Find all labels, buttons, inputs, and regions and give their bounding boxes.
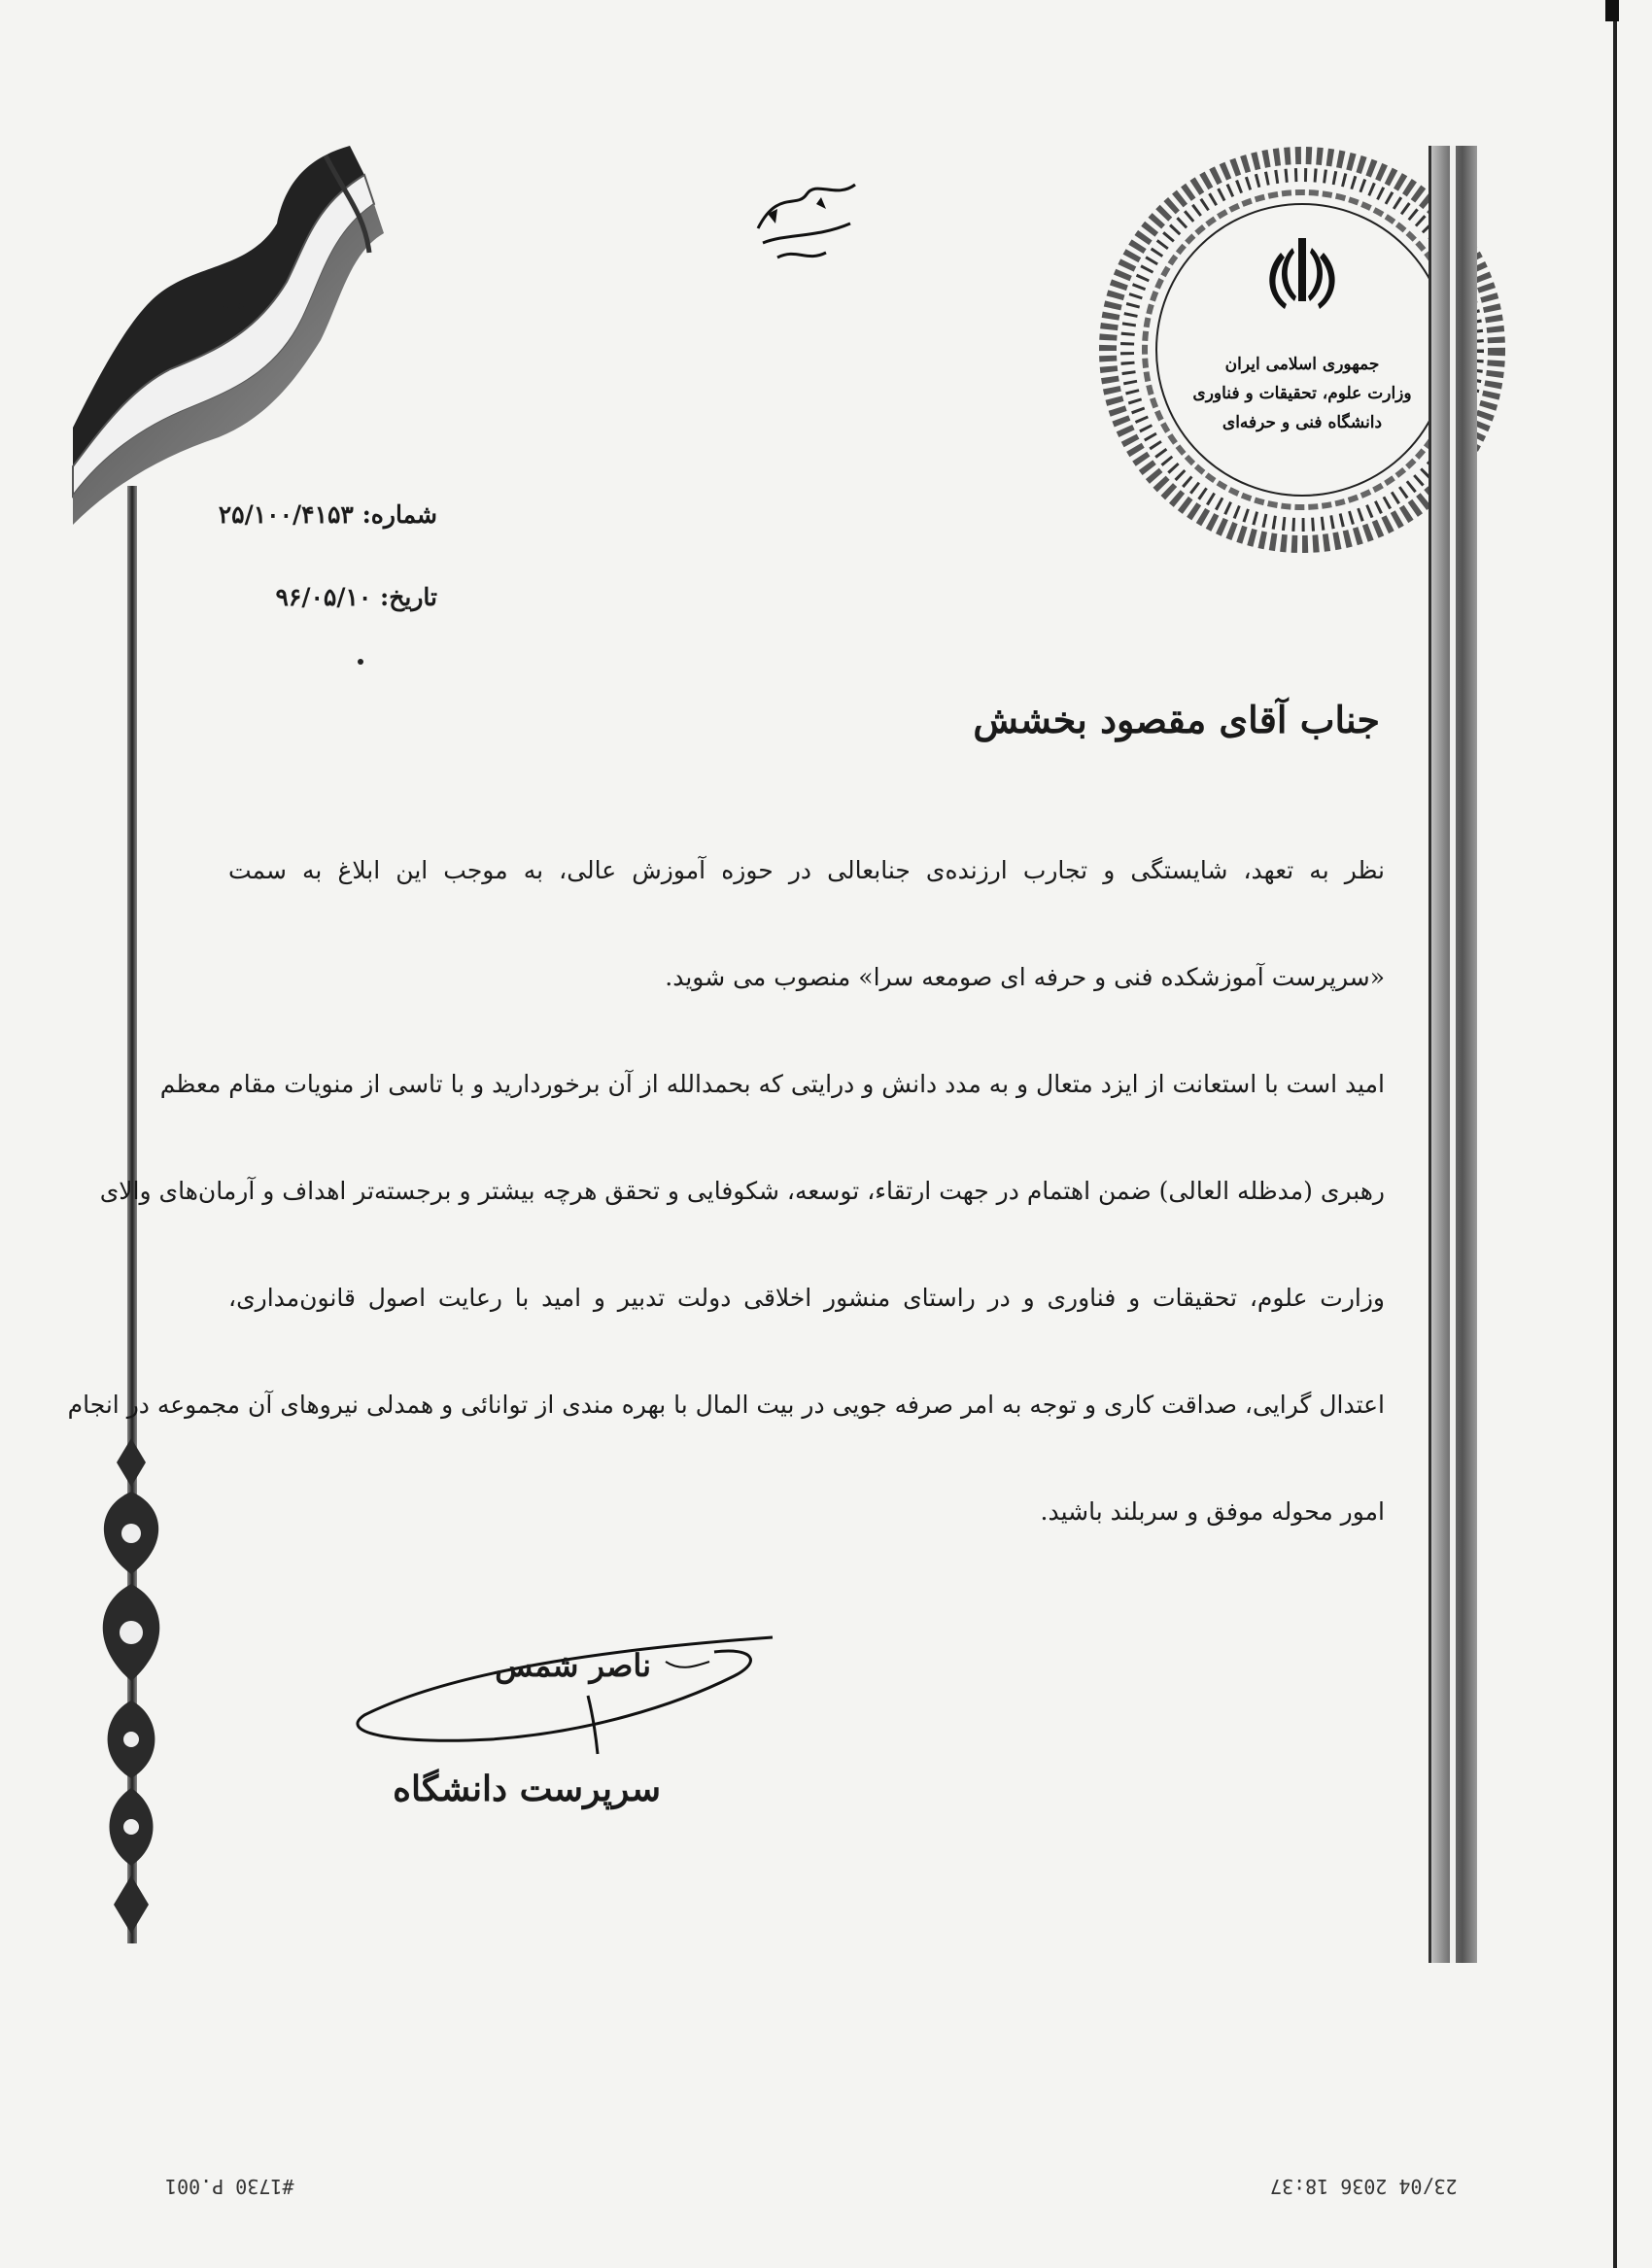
fax-timestamp: 23/04 2036 18:37 <box>1270 2175 1458 2198</box>
salutation: جناب آقای مقصود بخشش <box>973 698 1380 741</box>
body-line: «سرپرست آموزشکده فنی و حرفه ای صومعه سرا» منصوب می شوید. <box>665 963 1385 991</box>
emblem-line-country: جمهوری اسلامی ایران <box>1224 355 1380 374</box>
letter-body <box>67 843 1385 1592</box>
body-line: امور محوله موفق و سربلند باشید. <box>1040 1497 1385 1526</box>
fax-page-ref: #1730 P.001 <box>165 2175 294 2198</box>
right-border <box>1428 146 1477 1963</box>
ink-dot <box>358 659 363 665</box>
emblem-line-ministry: وزارت علوم، تحقیقات و فناوری <box>1192 384 1412 403</box>
body-line: نظر به تعهد، شایستگی و تجارب ارزنده‌ی جنابعالی در حوزه آموزش عالی، به موجب این ابلاغ به سمت <box>228 856 1385 884</box>
body-line: امید است با استعانت از ایزد متعال و به مدد دانش و درایتی که بحمدالله از آن برخوردارید و با تاسی از منویات مقام معظم <box>159 1070 1385 1098</box>
letter-number: شماره: ۲۵/۱۰۰/۴۱۵۳ <box>218 500 437 529</box>
scan-edge <box>1601 0 1652 2268</box>
signer-name: ناصر شمس <box>495 1647 651 1684</box>
signer-title: سرپرست دانشگاه <box>393 1769 661 1809</box>
ornament-icon <box>92 1438 170 1953</box>
body-line: اعتدال گرایی، صداقت کاری و توجه به امر صرفه جویی در بیت المال با بهره مندی از توانائی و همدلی نیروهای آن مجموعه در انجام <box>67 1391 1385 1419</box>
letter-date: تاریخ: ۹۶/۰۵/۱۰ <box>275 583 437 611</box>
iran-flag-icon <box>73 136 394 525</box>
body-line: رهبری (مدظله العالی) ضمن اهتمام در جهت ارتقاء، توسعه، شکوفایی و تحقق هرچه بیشتر و برجسته‌تر اهداف و آرمان‌های والای <box>99 1177 1385 1205</box>
fax-footer <box>165 2175 1458 2204</box>
emblem-line-university: دانشگاه فنی و حرفه‌ای <box>1222 413 1383 432</box>
basmala-calligraphy-icon <box>748 170 865 277</box>
body-line: وزارت علوم، تحقیقات و فناوری و در راستای منشور اخلاقی دولت تدبیر و امید با رعایت اصول قانون‌مداری، <box>228 1284 1385 1312</box>
emblem-text <box>1190 350 1414 437</box>
